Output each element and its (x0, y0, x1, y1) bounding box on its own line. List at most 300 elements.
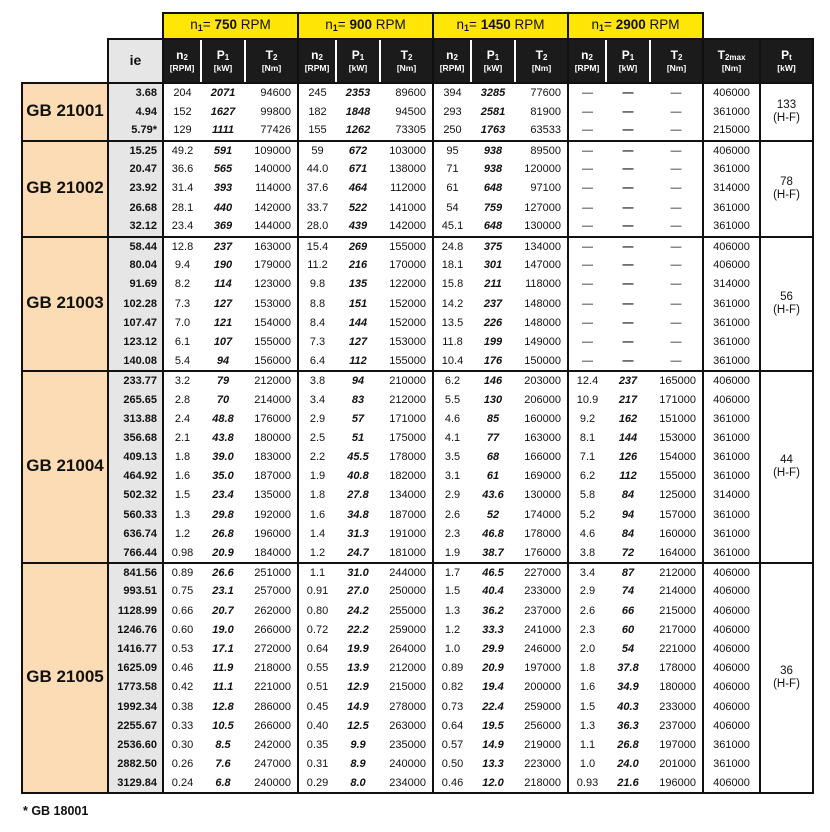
table-row (22, 390, 813, 409)
table-row (22, 83, 813, 102)
cell-n2: — (568, 83, 606, 102)
cell-n2: 3.4 (568, 563, 606, 582)
cell-t2: 178000 (524, 527, 561, 540)
cell-p1: 7.6 (215, 758, 231, 771)
cell-p1: 12.8 (212, 700, 234, 713)
cell-p1: 52 (486, 508, 500, 521)
cell-n2: 250 (433, 121, 471, 140)
col-header-n2 (298, 39, 336, 83)
column-unit: [Nm] (396, 62, 417, 73)
cell-p1: 13.9 (347, 662, 369, 675)
cell-p1: 20.7 (212, 604, 234, 617)
cell-t2: 155000 (389, 354, 426, 367)
speed-group-header-1450 (433, 13, 568, 39)
blank-cell (703, 13, 813, 39)
ie-column-header: ie (108, 39, 163, 83)
cell-p1: 70 (216, 393, 230, 406)
cell-n2: 0.33 (171, 719, 194, 732)
ie-value: 265.65 (108, 390, 163, 409)
cell-n2: 6.2 (433, 371, 471, 390)
cell-t2: 94600 (245, 83, 298, 102)
cell-n2: 1.0 (433, 639, 471, 658)
cell-p1: 112 (619, 470, 637, 483)
cell-t2: 214000 (659, 585, 696, 598)
cell-t2: 191000 (389, 527, 426, 540)
cell-t2: 152000 (389, 297, 426, 310)
cell-t2: 127000 (524, 201, 561, 214)
cell-t2max: 406000 (703, 141, 760, 160)
ie-value: 1246.76 (108, 620, 163, 639)
ie-value: 140.08 (108, 352, 163, 371)
cell-t2: 94500 (395, 105, 426, 118)
cell-n2: 0.89 (433, 659, 471, 678)
cell-t2: 154000 (659, 451, 696, 464)
cell-n2: 8.4 (298, 313, 336, 332)
cell-t2: 241000 (524, 623, 561, 636)
table-row (22, 217, 813, 236)
cell-p1: 144 (618, 431, 638, 444)
cell-t2: 197000 (524, 662, 561, 675)
cell-p1: 565 (213, 163, 233, 176)
cell-n2: 8.8 (298, 294, 336, 313)
cell-t2max: 406000 (703, 371, 760, 390)
cell-t2: 244000 (380, 563, 433, 582)
cell-p1: — (606, 237, 650, 256)
table-row (22, 409, 813, 428)
cell-p1: 29.9 (482, 642, 504, 655)
cell-n2: 9.4 (174, 259, 191, 272)
column-symbol: $n_2$ (311, 47, 323, 62)
cell-n2: 1.8 (568, 659, 606, 678)
pt-number: 78 (780, 175, 793, 188)
table-head (22, 13, 813, 83)
cell-p1: 12.5 (347, 719, 369, 732)
cell-t2: 206000 (524, 393, 561, 406)
cell-n2: 0.31 (298, 755, 336, 774)
table-row (22, 486, 813, 505)
cell-t2max: 406000 (703, 563, 760, 582)
cell-p1: 126 (618, 451, 638, 464)
table-row (22, 582, 813, 601)
cell-n2: 28.1 (171, 201, 194, 214)
cell-n2: 0.60 (171, 623, 194, 636)
cell-t2: 212000 (650, 563, 703, 582)
cell-n2: — (568, 294, 606, 313)
cell-p1: 45.5 (347, 451, 369, 464)
cell-n2: 1.6 (568, 678, 606, 697)
ie-value: 5.79* (108, 121, 163, 140)
cell-n2: 0.51 (298, 678, 336, 697)
cell-p1: 36.3 (617, 719, 639, 732)
cell-n2: 129 (173, 124, 192, 137)
speed-group-header-750 (163, 13, 298, 39)
cell-t2: 112000 (390, 182, 426, 195)
cell-p1: 393 (213, 182, 233, 195)
column-symbol: $P_1$ (486, 47, 500, 62)
cell-t2: 130000 (524, 220, 561, 233)
column-symbol: $T_2$ (535, 47, 548, 62)
cell-t2: 259000 (389, 623, 426, 636)
cell-t2: 73305 (395, 124, 426, 137)
pt-suffix: (H-F) (773, 303, 800, 316)
column-unit: [kW] (618, 62, 638, 73)
cell-t2: 196000 (254, 527, 291, 540)
speed-mid: = (469, 17, 481, 33)
cell-t2: 212000 (389, 393, 426, 406)
cell-t2: 165000 (650, 371, 703, 390)
cell-p1: — (622, 278, 634, 291)
cell-n2: 13.5 (433, 313, 471, 332)
ie-value: 560.33 (108, 505, 163, 524)
cell-p1: 648 (483, 182, 503, 195)
cell-t2: 63533 (530, 124, 561, 137)
cell-p1: 12.9 (347, 681, 369, 694)
table-row (22, 620, 813, 639)
cell-n2: 0.42 (171, 681, 194, 694)
col-header-n2 (163, 39, 201, 83)
cell-p1: 22.2 (347, 623, 369, 636)
cell-p1: 94 (216, 354, 230, 367)
ie-value: 3.68 (108, 83, 163, 102)
cell-t2: 247000 (254, 758, 291, 771)
cell-n2: — (568, 352, 606, 371)
cell-n2: 9.2 (568, 409, 606, 428)
table-row (22, 697, 813, 716)
cell-t2: — (670, 105, 682, 118)
model-label: GB 21004 (22, 371, 108, 563)
cell-t2: 160000 (659, 527, 696, 540)
cell-n2: 0.30 (171, 738, 194, 751)
cell-p1: — (622, 105, 634, 118)
cell-n2: 1.4 (298, 524, 336, 543)
pt-number: 56 (780, 291, 793, 304)
cell-t2: 150000 (524, 354, 561, 367)
cell-n2: 3.2 (163, 371, 201, 390)
cell-p1: 34.8 (347, 508, 369, 521)
cell-p1: 84 (621, 527, 635, 540)
cell-n2: — (568, 332, 606, 351)
blank-cell (22, 13, 163, 39)
table-row (22, 467, 813, 486)
cell-t2: 182000 (389, 470, 426, 483)
column-sub: 1 (629, 52, 635, 62)
speed-value: 900 (349, 17, 372, 33)
cell-n2: 15.4 (298, 237, 336, 256)
cell-t2: 187000 (389, 508, 426, 521)
cell-p1: 68 (486, 451, 500, 464)
cell-n2: 0.26 (171, 758, 194, 771)
cell-p1: — (622, 201, 634, 214)
column-symbol: $n_2$ (581, 47, 593, 62)
cell-n2: 24.8 (433, 237, 471, 256)
cell-t2: 174000 (524, 508, 561, 521)
cell-t2: 81900 (530, 105, 561, 118)
cell-n2: 49.2 (163, 141, 201, 160)
cell-n2: 2.9 (568, 582, 606, 601)
cell-t2max: 361000 (703, 467, 760, 486)
cell-n2: 1.9 (298, 467, 336, 486)
cell-n2: 12.4 (568, 371, 606, 390)
ie-value: 15.25 (108, 141, 163, 160)
table-row (22, 121, 813, 140)
cell-t2max: 314000 (703, 275, 760, 294)
cell-p1: 85 (486, 412, 500, 425)
cell-n2: 152 (173, 105, 192, 118)
cell-t2: 221000 (254, 681, 291, 694)
cell-n2: 45.1 (433, 217, 471, 236)
cell-t2: 196000 (650, 774, 703, 793)
cell-t2: 192000 (254, 508, 291, 521)
col-header-t2 (650, 39, 703, 83)
cell-t2: 166000 (524, 451, 561, 464)
ie-value: 1992.34 (108, 697, 163, 716)
cell-t2: 109000 (245, 141, 298, 160)
cell-t2: 140000 (254, 163, 291, 176)
column-symbol: $P_1$ (621, 47, 635, 62)
cell-t2max: 361000 (703, 198, 760, 217)
cell-p1: 21.6 (606, 774, 650, 793)
cell-p1: 237 (201, 237, 245, 256)
cell-t2: 151000 (659, 412, 696, 425)
cell-p1: 301 (483, 259, 503, 272)
cell-n2: 18.1 (433, 256, 471, 275)
table-row (22, 505, 813, 524)
pt-value (760, 371, 813, 563)
table-row (22, 352, 813, 371)
cell-p1: — (622, 316, 634, 329)
ie-value: 1773.58 (108, 678, 163, 697)
table-row (22, 544, 813, 563)
cell-n2: 1.2 (174, 527, 191, 540)
cell-t2: 130000 (524, 489, 561, 502)
cell-n2: 4.6 (433, 409, 471, 428)
cell-t2max: 406000 (703, 601, 760, 620)
cell-t2: — (650, 237, 703, 256)
cell-p1: 151 (348, 297, 368, 310)
cell-p1: 34.9 (617, 681, 639, 694)
cell-p1: 464 (348, 182, 368, 195)
speed-sub: 1 (332, 23, 338, 34)
cell-n2: 0.29 (298, 774, 336, 793)
ie-value: 1128.99 (108, 601, 163, 620)
ie-value: 58.44 (108, 237, 163, 256)
cell-n2: 6.4 (298, 352, 336, 371)
cell-t2max: 406000 (703, 716, 760, 735)
cell-p1: 60 (621, 623, 635, 636)
cell-n2: 245 (298, 83, 336, 102)
cell-t2: 120000 (524, 163, 561, 176)
cell-n2: 2.4 (174, 412, 191, 425)
cell-n2: 5.2 (568, 505, 606, 524)
cell-n2: 0.98 (171, 546, 194, 559)
cell-p1: 94 (621, 508, 635, 521)
col-header-n2 (568, 39, 606, 83)
cell-t2: 152000 (389, 316, 426, 329)
ie-value: 636.74 (108, 524, 163, 543)
table-row (22, 678, 813, 697)
ie-value: 23.92 (108, 179, 163, 198)
cell-t2: 264000 (389, 642, 426, 655)
cell-p1: 40.4 (482, 585, 504, 598)
cell-n2: 1.8 (298, 486, 336, 505)
cell-t2max: 406000 (703, 678, 760, 697)
cell-n2: 11.2 (298, 256, 336, 275)
cell-n2: 1.2 (298, 544, 336, 563)
cell-t2: 77600 (515, 83, 568, 102)
pt-number: 36 (780, 665, 793, 678)
cell-t2: 256000 (524, 719, 561, 732)
cell-n2: — (568, 256, 606, 275)
column-unit: [kW] (777, 62, 796, 73)
cell-n2: 59 (298, 141, 336, 160)
cell-n2: 0.53 (171, 642, 194, 655)
cell-p1: 10.5 (212, 719, 234, 732)
cell-t2: 149000 (524, 335, 561, 348)
column-unit: [RPM] (304, 62, 330, 73)
cell-t2max: 406000 (703, 659, 760, 678)
column-sub: 1 (224, 52, 230, 62)
cell-t2: 89500 (515, 141, 568, 160)
cell-n2: 0.45 (298, 697, 336, 716)
cell-p1: 216 (348, 259, 368, 272)
cell-p1: 94 (336, 371, 380, 390)
cell-t2: — (670, 182, 682, 195)
cell-t2: 272000 (254, 642, 291, 655)
cell-p1: 162 (618, 412, 638, 425)
speed-sub: 1 (599, 23, 605, 34)
footnote: * GB 18001 (23, 803, 89, 818)
cell-p1: 31.3 (347, 527, 369, 540)
cell-p1: 14.9 (482, 738, 504, 751)
cell-t2: 235000 (389, 738, 426, 751)
table-row (22, 428, 813, 447)
cell-p1: 211 (484, 278, 502, 291)
cell-p1: — (622, 335, 634, 348)
cell-p1: — (606, 141, 650, 160)
cell-n2: — (568, 313, 606, 332)
column-sub: 1 (359, 52, 365, 62)
cell-t2: 103000 (380, 141, 433, 160)
cell-p1: 1848 (345, 105, 371, 118)
cell-n2: 15.8 (433, 275, 471, 294)
table-row (22, 524, 813, 543)
column-sub: 2 (318, 52, 323, 62)
cell-t2: 214000 (254, 393, 291, 406)
col-header-p1 (201, 39, 245, 83)
cell-t2: 221000 (659, 642, 696, 655)
column-sub: 2 (183, 52, 188, 62)
table-row (22, 237, 813, 256)
cell-n2: 44.0 (298, 160, 336, 179)
cell-n2: 11.8 (433, 332, 471, 351)
cell-n2: 3.8 (298, 371, 336, 390)
cell-n2: 293 (433, 102, 471, 121)
column-unit: [kW] (483, 62, 503, 73)
speed-unit: RPM (645, 17, 680, 33)
cell-n2: 12.8 (163, 237, 201, 256)
cell-p1: 2581 (480, 105, 506, 118)
cell-t2: 89600 (380, 83, 433, 102)
cell-p1: — (606, 83, 650, 102)
cell-p1: 671 (348, 163, 368, 176)
cell-t2: 163000 (524, 431, 561, 444)
table-row (22, 659, 813, 678)
cell-p1: 19.0 (212, 623, 234, 636)
cell-p1: 439 (348, 220, 368, 233)
cell-t2: — (650, 83, 703, 102)
model-label: GB 21001 (22, 83, 108, 141)
cell-t2: 175000 (389, 431, 426, 444)
cell-n2: 2.6 (568, 601, 606, 620)
column-symbol: $T_2$ (670, 47, 683, 62)
cell-t2max: 215000 (703, 121, 760, 140)
ie-value: 20.47 (108, 160, 163, 179)
cell-t2: — (670, 259, 682, 272)
ie-value: 26.68 (108, 198, 163, 217)
cell-t2: 176000 (524, 546, 561, 559)
cell-p1: 8.5 (215, 738, 231, 751)
cell-p1: 144 (348, 316, 368, 329)
cell-p1: 57 (351, 412, 365, 425)
ie-value: 2536.60 (108, 735, 163, 754)
cell-t2: 203000 (515, 371, 568, 390)
cell-n2: 4.1 (433, 428, 471, 447)
cell-p1: 84 (621, 489, 635, 502)
table-row (22, 332, 813, 351)
cell-t2: 144000 (254, 220, 291, 233)
model-label: GB 21003 (22, 237, 108, 371)
cell-t2: 169000 (524, 470, 561, 483)
column-unit: [Nm] (531, 62, 552, 73)
cell-n2: 0.57 (433, 735, 471, 754)
cell-n2: 2.9 (298, 409, 336, 428)
table-row (22, 313, 813, 332)
cell-t2: 257000 (254, 585, 291, 598)
ie-value: 4.94 (108, 102, 163, 121)
cell-t2: 153000 (659, 431, 696, 444)
col-header-n2 (433, 39, 471, 83)
cell-p1: 130 (483, 393, 503, 406)
cell-p1: 13.3 (482, 758, 504, 771)
cell-n2: 71 (433, 160, 471, 179)
cell-n2: 1.3 (174, 508, 191, 521)
cell-p1: 375 (471, 237, 515, 256)
cell-n2: 2.5 (298, 428, 336, 447)
cell-t2: 148000 (524, 316, 561, 329)
ie-value: 2255.67 (108, 716, 163, 735)
cell-p1: 190 (213, 259, 233, 272)
cell-t2max: 406000 (703, 256, 760, 275)
cell-t2: 234000 (380, 774, 433, 793)
table-row (22, 160, 813, 179)
pt-suffix: (H-F) (773, 466, 800, 479)
cell-p1: — (622, 182, 634, 195)
cell-p1: 759 (483, 201, 503, 214)
speed-value: 750 (214, 17, 237, 33)
cell-n2: 33.7 (298, 198, 336, 217)
ie-value: 356.68 (108, 428, 163, 447)
pt-value (760, 83, 813, 141)
cell-p1: 27.8 (347, 489, 369, 502)
cell-p1: 19.9 (347, 642, 369, 655)
cell-p1: 46.8 (482, 527, 504, 540)
cell-n2: 204 (163, 83, 201, 102)
cell-p1: 37.8 (617, 662, 639, 675)
cell-n2: 1.0 (568, 755, 606, 774)
table-row (22, 256, 813, 275)
cell-p1: 938 (471, 141, 515, 160)
ie-value: 502.32 (108, 486, 163, 505)
